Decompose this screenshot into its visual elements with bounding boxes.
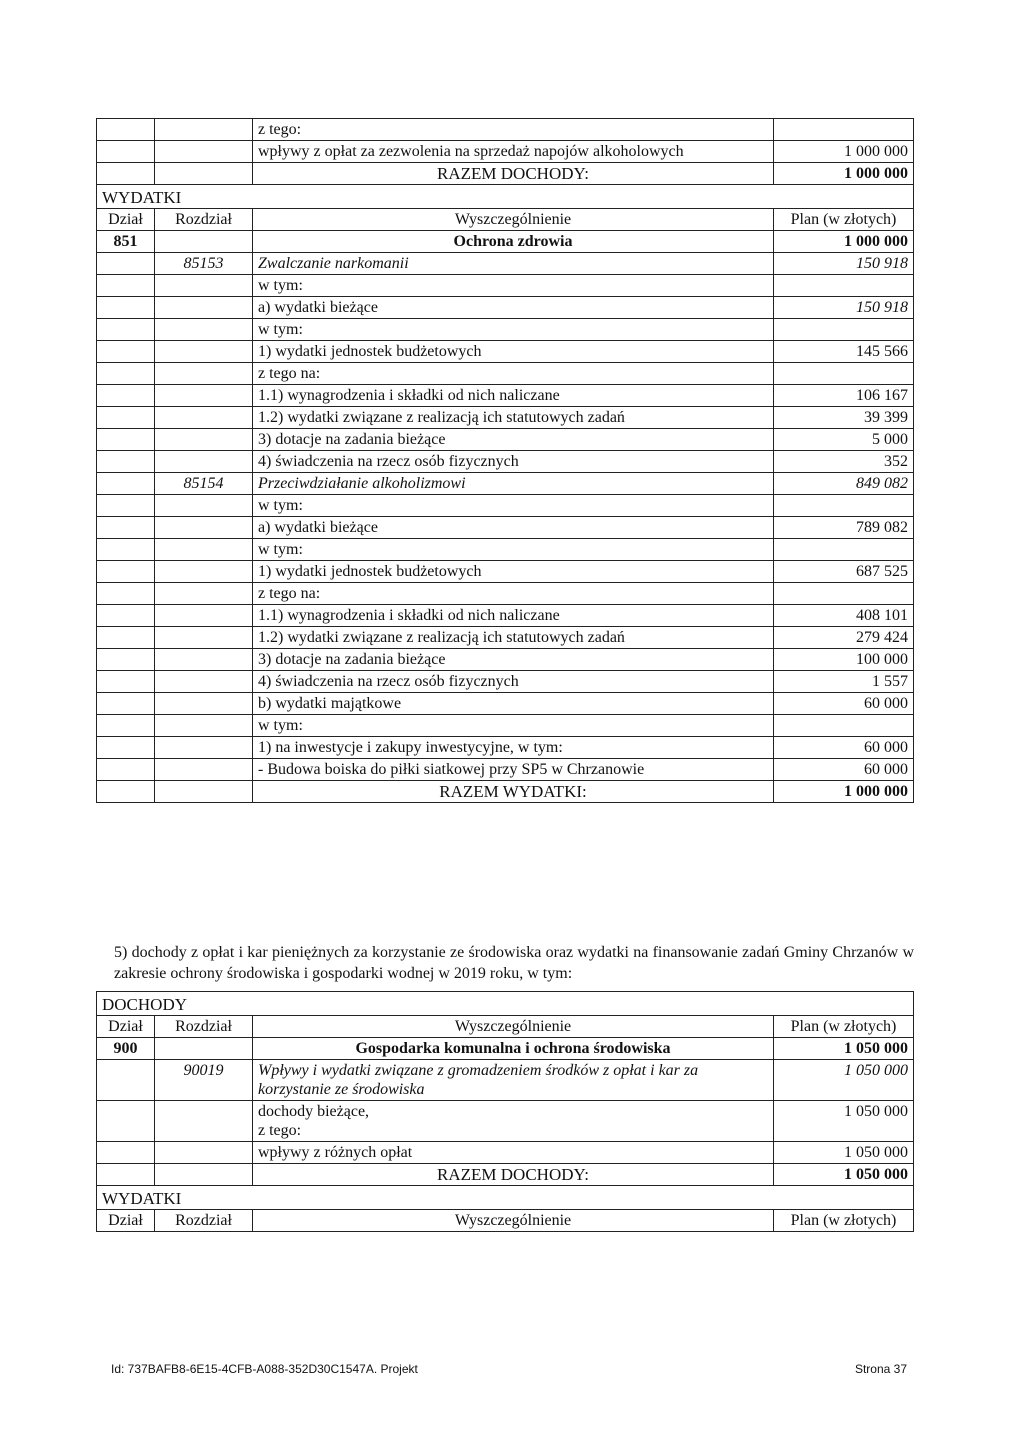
amount-cell: 60 000 xyxy=(774,759,914,781)
amount-cell: 1 050 000 xyxy=(774,1060,914,1101)
dzial-code xyxy=(97,473,155,495)
table-row xyxy=(97,275,914,297)
rozdzial-code xyxy=(155,627,253,649)
column-header-row xyxy=(97,1016,914,1038)
dzial-code xyxy=(97,737,155,759)
dzial-code xyxy=(97,539,155,561)
section-heading: DOCHODY xyxy=(97,992,914,1016)
rozdzial-code xyxy=(155,141,253,163)
rozdzial-code xyxy=(155,671,253,693)
dzial-code xyxy=(97,297,155,319)
column-header-dzial: Dział xyxy=(97,1016,155,1038)
table-row xyxy=(97,605,914,627)
table-row xyxy=(97,627,914,649)
description-cell: w tym: xyxy=(253,539,774,561)
rozdzial-row xyxy=(97,1060,914,1101)
dzial-code xyxy=(97,275,155,297)
amount-cell: 279 424 xyxy=(774,627,914,649)
empty-rozdzial-cell xyxy=(155,163,253,185)
description-cell: w tym: xyxy=(253,275,774,297)
table-row xyxy=(97,1101,914,1142)
description-cell: Zwalczanie narkomanii xyxy=(253,253,774,275)
amount-cell xyxy=(774,715,914,737)
amount-cell: 1 050 000 xyxy=(774,1142,914,1164)
table-row xyxy=(97,561,914,583)
column-header-plan: Plan (w złotych) xyxy=(774,1016,914,1038)
dzial-code xyxy=(97,627,155,649)
budget-table-environment xyxy=(96,991,914,1232)
dzial-code: 851 xyxy=(97,231,155,253)
column-header-description: Wyszczególnienie xyxy=(253,1016,774,1038)
dzial-code xyxy=(97,517,155,539)
total-label: RAZEM WYDATKI: xyxy=(253,781,774,803)
rozdzial-code xyxy=(155,1142,253,1164)
table-row xyxy=(97,649,914,671)
table-row xyxy=(97,451,914,473)
page-number: Strona 37 xyxy=(854,1362,907,1376)
table-row xyxy=(97,119,914,141)
empty-dzial-cell xyxy=(97,781,155,803)
table-row xyxy=(97,693,914,715)
description-cell: wpływy z opłat za zezwolenia na sprzedaż napojów alkoholowych xyxy=(253,141,774,163)
rozdzial-code xyxy=(155,407,253,429)
table-row xyxy=(97,341,914,363)
rozdzial-code xyxy=(155,517,253,539)
amount-cell xyxy=(774,275,914,297)
section-heading-row xyxy=(97,992,914,1016)
description-cell: dochody bieżące, z tego: xyxy=(253,1101,774,1142)
description-cell: Wpływy i wydatki związane z gromadzeniem środków z opłat i kar za korzystanie ze środowiska xyxy=(253,1060,774,1101)
description-cell: 4) świadczenia na rzecz osób fizycznych xyxy=(253,671,774,693)
description-cell: Gospodarka komunalna i ochrona środowiska xyxy=(253,1038,774,1060)
column-header-plan: Plan (w złotych) xyxy=(774,1210,914,1232)
rozdzial-code: 85154 xyxy=(155,473,253,495)
dzial-code xyxy=(97,1101,155,1142)
dzial-code xyxy=(97,1060,155,1101)
dzial-code xyxy=(97,605,155,627)
dzial-code xyxy=(97,253,155,275)
table-row xyxy=(97,1142,914,1164)
dzial-code xyxy=(97,561,155,583)
column-header-rozdzial: Rozdział xyxy=(155,1210,253,1232)
amount-cell xyxy=(774,319,914,341)
rozdzial-code xyxy=(155,451,253,473)
rozdzial-code xyxy=(155,319,253,341)
table-row xyxy=(97,141,914,163)
amount-cell: 1 557 xyxy=(774,671,914,693)
rozdzial-code xyxy=(155,715,253,737)
total-label: RAZEM DOCHODY: xyxy=(253,1164,774,1186)
empty-rozdzial-cell xyxy=(155,781,253,803)
dzial-code xyxy=(97,341,155,363)
empty-rozdzial-cell xyxy=(155,1164,253,1186)
description-cell: 1) wydatki jednostek budżetowych xyxy=(253,561,774,583)
total-amount: 1 050 000 xyxy=(774,1164,914,1186)
table-row xyxy=(97,385,914,407)
section-5-text: 5) dochody z opłat i kar pieniężnych za korzystanie ze środowiska oraz wydatki na finansowanie zadań Gminy Chrzanów w zakresie ochrony środowiska i gospodarki wodnej w 2019 roku, w tym: xyxy=(114,944,914,982)
amount-cell: 1 050 000 xyxy=(774,1101,914,1142)
rozdzial-row xyxy=(97,253,914,275)
amount-cell xyxy=(774,363,914,385)
total-amount: 1 000 000 xyxy=(774,163,914,185)
table-row xyxy=(97,407,914,429)
amount-cell: 100 000 xyxy=(774,649,914,671)
table-row xyxy=(97,319,914,341)
amount-cell: 1 050 000 xyxy=(774,1038,914,1060)
description-cell: 1.1) wynagrodzenia i składki od nich naliczane xyxy=(253,385,774,407)
amount-cell: 39 399 xyxy=(774,407,914,429)
amount-cell: 849 082 xyxy=(774,473,914,495)
total-row xyxy=(97,1164,914,1186)
dzial-code xyxy=(97,693,155,715)
rozdzial-code xyxy=(155,275,253,297)
description-cell: - Budowa boiska do piłki siatkowej przy SP5 w Chrzanowie xyxy=(253,759,774,781)
rozdzial-code xyxy=(155,385,253,407)
rozdzial-code xyxy=(155,649,253,671)
description-cell: 3) dotacje na zadania bieżące xyxy=(253,429,774,451)
amount-cell: 145 566 xyxy=(774,341,914,363)
amount-cell: 5 000 xyxy=(774,429,914,451)
table-row xyxy=(97,429,914,451)
total-row xyxy=(97,163,914,185)
description-cell: b) wydatki majątkowe xyxy=(253,693,774,715)
rozdzial-code xyxy=(155,759,253,781)
amount-cell: 687 525 xyxy=(774,561,914,583)
description-cell: z tego na: xyxy=(253,583,774,605)
amount-cell: 789 082 xyxy=(774,517,914,539)
rozdzial-code xyxy=(155,1038,253,1060)
description-cell: 3) dotacje na zadania bieżące xyxy=(253,649,774,671)
description-cell: 1.2) wydatki związane z realizacją ich statutowych zadań xyxy=(253,627,774,649)
description-cell: 4) świadczenia na rzecz osób fizycznych xyxy=(253,451,774,473)
description-cell: Ochrona zdrowia xyxy=(253,231,774,253)
amount-cell: 60 000 xyxy=(774,737,914,759)
rozdzial-code xyxy=(155,297,253,319)
dzial-code xyxy=(97,407,155,429)
budget-table-alcohol xyxy=(96,118,914,803)
rozdzial-code xyxy=(155,495,253,517)
table-row xyxy=(97,495,914,517)
section-heading-row xyxy=(97,1186,914,1210)
empty-dzial-cell xyxy=(97,163,155,185)
rozdzial-code xyxy=(155,539,253,561)
dzial-code xyxy=(97,141,155,163)
description-cell: w tym: xyxy=(253,495,774,517)
dzial-code xyxy=(97,319,155,341)
rozdzial-code xyxy=(155,693,253,715)
description-cell: Przeciwdziałanie alkoholizmowi xyxy=(253,473,774,495)
column-header-row xyxy=(97,1210,914,1232)
description-cell: a) wydatki bieżące xyxy=(253,297,774,319)
amount-cell xyxy=(774,495,914,517)
amount-cell: 150 918 xyxy=(774,297,914,319)
total-label: RAZEM DOCHODY: xyxy=(253,163,774,185)
rozdzial-code xyxy=(155,605,253,627)
section-5-description xyxy=(114,942,914,984)
description-cell: 1.2) wydatki związane z realizacją ich statutowych zadań xyxy=(253,407,774,429)
section-heading: WYDATKI xyxy=(97,185,914,209)
description-cell: w tym: xyxy=(253,319,774,341)
rozdzial-code xyxy=(155,363,253,385)
dzial-row xyxy=(97,231,914,253)
amount-cell xyxy=(774,583,914,605)
rozdzial-code xyxy=(155,341,253,363)
dzial-code xyxy=(97,429,155,451)
rozdzial-row xyxy=(97,473,914,495)
dzial-code xyxy=(97,1142,155,1164)
description-cell: wpływy z różnych opłat xyxy=(253,1142,774,1164)
amount-cell: 1 000 000 xyxy=(774,141,914,163)
table-row xyxy=(97,737,914,759)
amount-cell: 150 918 xyxy=(774,253,914,275)
amount-cell xyxy=(774,119,914,141)
dzial-code xyxy=(97,363,155,385)
column-header-description: Wyszczególnienie xyxy=(253,1210,774,1232)
column-header-plan: Plan (w złotych) xyxy=(774,209,914,231)
column-header-row xyxy=(97,209,914,231)
table-row xyxy=(97,363,914,385)
rozdzial-code: 85153 xyxy=(155,253,253,275)
rozdzial-code xyxy=(155,119,253,141)
amount-cell: 106 167 xyxy=(774,385,914,407)
dzial-code xyxy=(97,451,155,473)
column-header-description: Wyszczególnienie xyxy=(253,209,774,231)
section-heading-row xyxy=(97,185,914,209)
dzial-code xyxy=(97,495,155,517)
description-cell: w tym: xyxy=(253,715,774,737)
amount-cell xyxy=(774,539,914,561)
rozdzial-code xyxy=(155,561,253,583)
column-header-rozdzial: Rozdział xyxy=(155,209,253,231)
table-row xyxy=(97,715,914,737)
description-cell: 1) na inwestycje i zakupy inwestycyjne, w tym: xyxy=(253,737,774,759)
table-row xyxy=(97,297,914,319)
section-heading: WYDATKI xyxy=(97,1186,914,1210)
amount-cell: 352 xyxy=(774,451,914,473)
empty-dzial-cell xyxy=(97,1164,155,1186)
table-row xyxy=(97,759,914,781)
column-header-dzial: Dział xyxy=(97,1210,155,1232)
table-row xyxy=(97,583,914,605)
table-row xyxy=(97,517,914,539)
dzial-code xyxy=(97,385,155,407)
description-cell: 1) wydatki jednostek budżetowych xyxy=(253,341,774,363)
dzial-code xyxy=(97,671,155,693)
total-row xyxy=(97,781,914,803)
table-row xyxy=(97,539,914,561)
dzial-code: 900 xyxy=(97,1038,155,1060)
description-cell: z tego: xyxy=(253,119,774,141)
description-cell: 1.1) wynagrodzenia i składki od nich naliczane xyxy=(253,605,774,627)
dzial-code xyxy=(97,715,155,737)
dzial-code xyxy=(97,583,155,605)
page-footer xyxy=(111,1362,907,1376)
description-cell: z tego na: xyxy=(253,363,774,385)
rozdzial-code xyxy=(155,583,253,605)
description-cell: a) wydatki bieżące xyxy=(253,517,774,539)
column-header-dzial: Dział xyxy=(97,209,155,231)
rozdzial-code xyxy=(155,429,253,451)
rozdzial-code xyxy=(155,231,253,253)
column-header-rozdzial: Rozdział xyxy=(155,1016,253,1038)
dzial-code xyxy=(97,649,155,671)
total-amount: 1 000 000 xyxy=(774,781,914,803)
rozdzial-code xyxy=(155,737,253,759)
amount-cell: 60 000 xyxy=(774,693,914,715)
amount-cell: 408 101 xyxy=(774,605,914,627)
dzial-row xyxy=(97,1038,914,1060)
dzial-code xyxy=(97,119,155,141)
rozdzial-code xyxy=(155,1101,253,1142)
document-id: Id: 737BAFB8-6E15-4CFB-A088-352D30C1547A. Projekt xyxy=(111,1362,418,1376)
amount-cell: 1 000 000 xyxy=(774,231,914,253)
rozdzial-code: 90019 xyxy=(155,1060,253,1101)
table-row xyxy=(97,671,914,693)
dzial-code xyxy=(97,759,155,781)
